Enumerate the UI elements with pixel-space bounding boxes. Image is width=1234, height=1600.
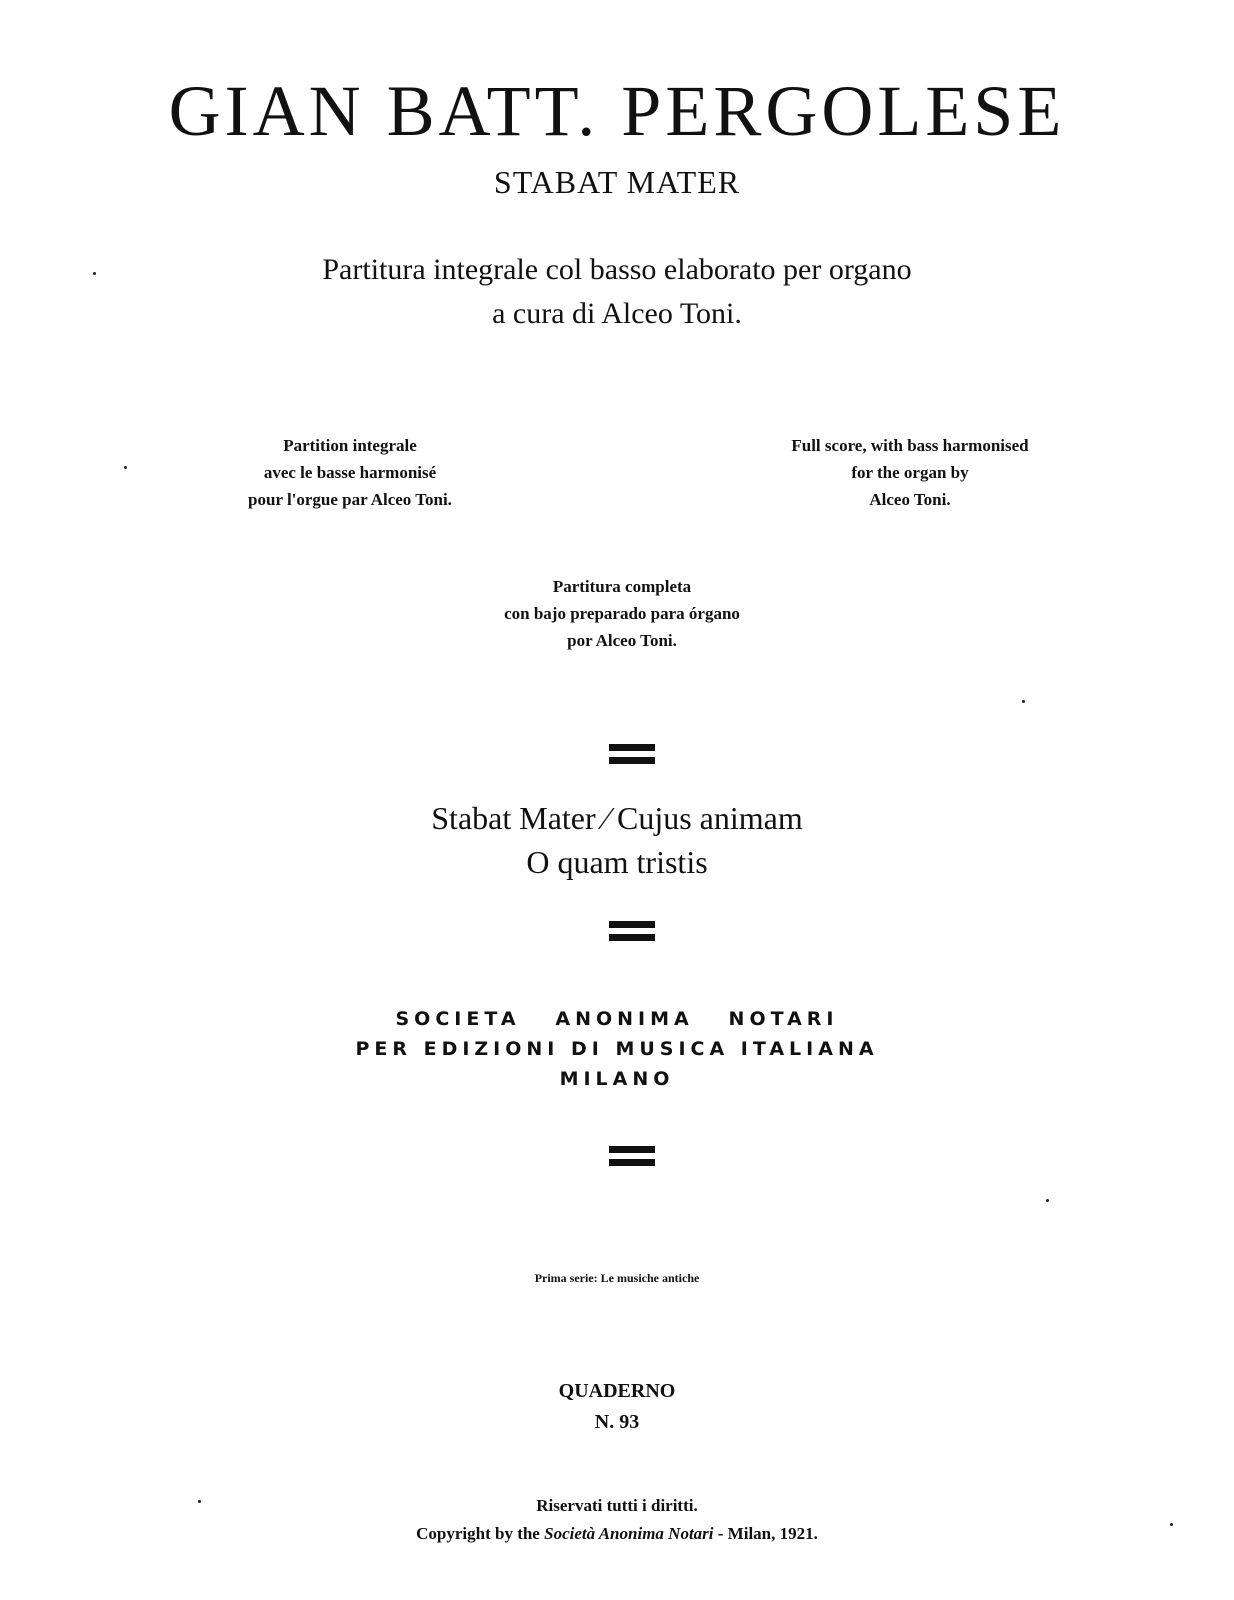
italian-subtitle-line2: a cura di Alceo Toni. — [492, 297, 742, 330]
movement-list — [0, 796, 1234, 884]
french-line: Partition integrale — [283, 436, 417, 455]
copyright-holder: Società Anonima Notari — [544, 1524, 714, 1543]
spanish-line: Partitura completa — [552, 577, 692, 596]
spanish-line: con bajo preparado para órgano — [504, 604, 740, 623]
spanish-line: por Alceo Toni. — [567, 631, 677, 650]
double-rule-divider — [609, 1146, 655, 1172]
french-line: avec le basse harmonisé — [263, 463, 437, 482]
copyright-line — [0, 1520, 1234, 1548]
publisher-block — [0, 1004, 1234, 1094]
copyright-prefix: Copyright by the — [416, 1524, 545, 1543]
double-rule-divider — [609, 744, 655, 770]
scan-speck — [1046, 1199, 1049, 1202]
french-description — [160, 432, 540, 513]
scan-speck — [1170, 1523, 1173, 1526]
italian-subtitle — [0, 248, 1234, 336]
movement-line2: O quam tristis — [526, 844, 708, 880]
spanish-description — [432, 573, 812, 654]
movement-line1: Stabat Mater ⁄ Cujus animam — [431, 800, 803, 836]
english-line: for the organ by — [851, 463, 969, 482]
quaderno-label: QUADERNO — [558, 1380, 676, 1402]
scan-speck — [1022, 700, 1025, 703]
publisher-city: MILANO — [559, 1068, 675, 1090]
french-line: pour l'orgue par Alceo Toni. — [248, 490, 452, 509]
series-label: Prima serie: Le musiche antiche — [534, 1271, 700, 1285]
publisher-name: SOCIETA ANONIMA NOTARI — [395, 1008, 839, 1030]
english-description — [720, 432, 1100, 513]
scan-speck — [93, 272, 96, 275]
rights-reserved: Riservati tutti i diritti. — [536, 1496, 698, 1515]
work-title: STABAT MATER — [493, 164, 741, 200]
italian-subtitle-line1: Partitura integrale col basso elaborato per organo — [322, 253, 912, 286]
composer-name: GIAN BATT. PERGOLESE — [168, 71, 1066, 151]
rights-block — [0, 1492, 1234, 1548]
double-rule-divider — [609, 921, 655, 947]
scan-speck — [198, 1500, 201, 1503]
copyright-suffix: - Milan, 1921. — [713, 1524, 818, 1543]
english-line: Full score, with bass harmonised — [791, 436, 1029, 455]
quaderno-number: N. 93 — [594, 1411, 640, 1433]
english-line: Alceo Toni. — [869, 490, 951, 509]
quaderno-block — [0, 1376, 1234, 1438]
scan-speck — [124, 466, 127, 469]
publisher-description: PER EDIZIONI DI MUSICA ITALIANA — [355, 1038, 879, 1060]
